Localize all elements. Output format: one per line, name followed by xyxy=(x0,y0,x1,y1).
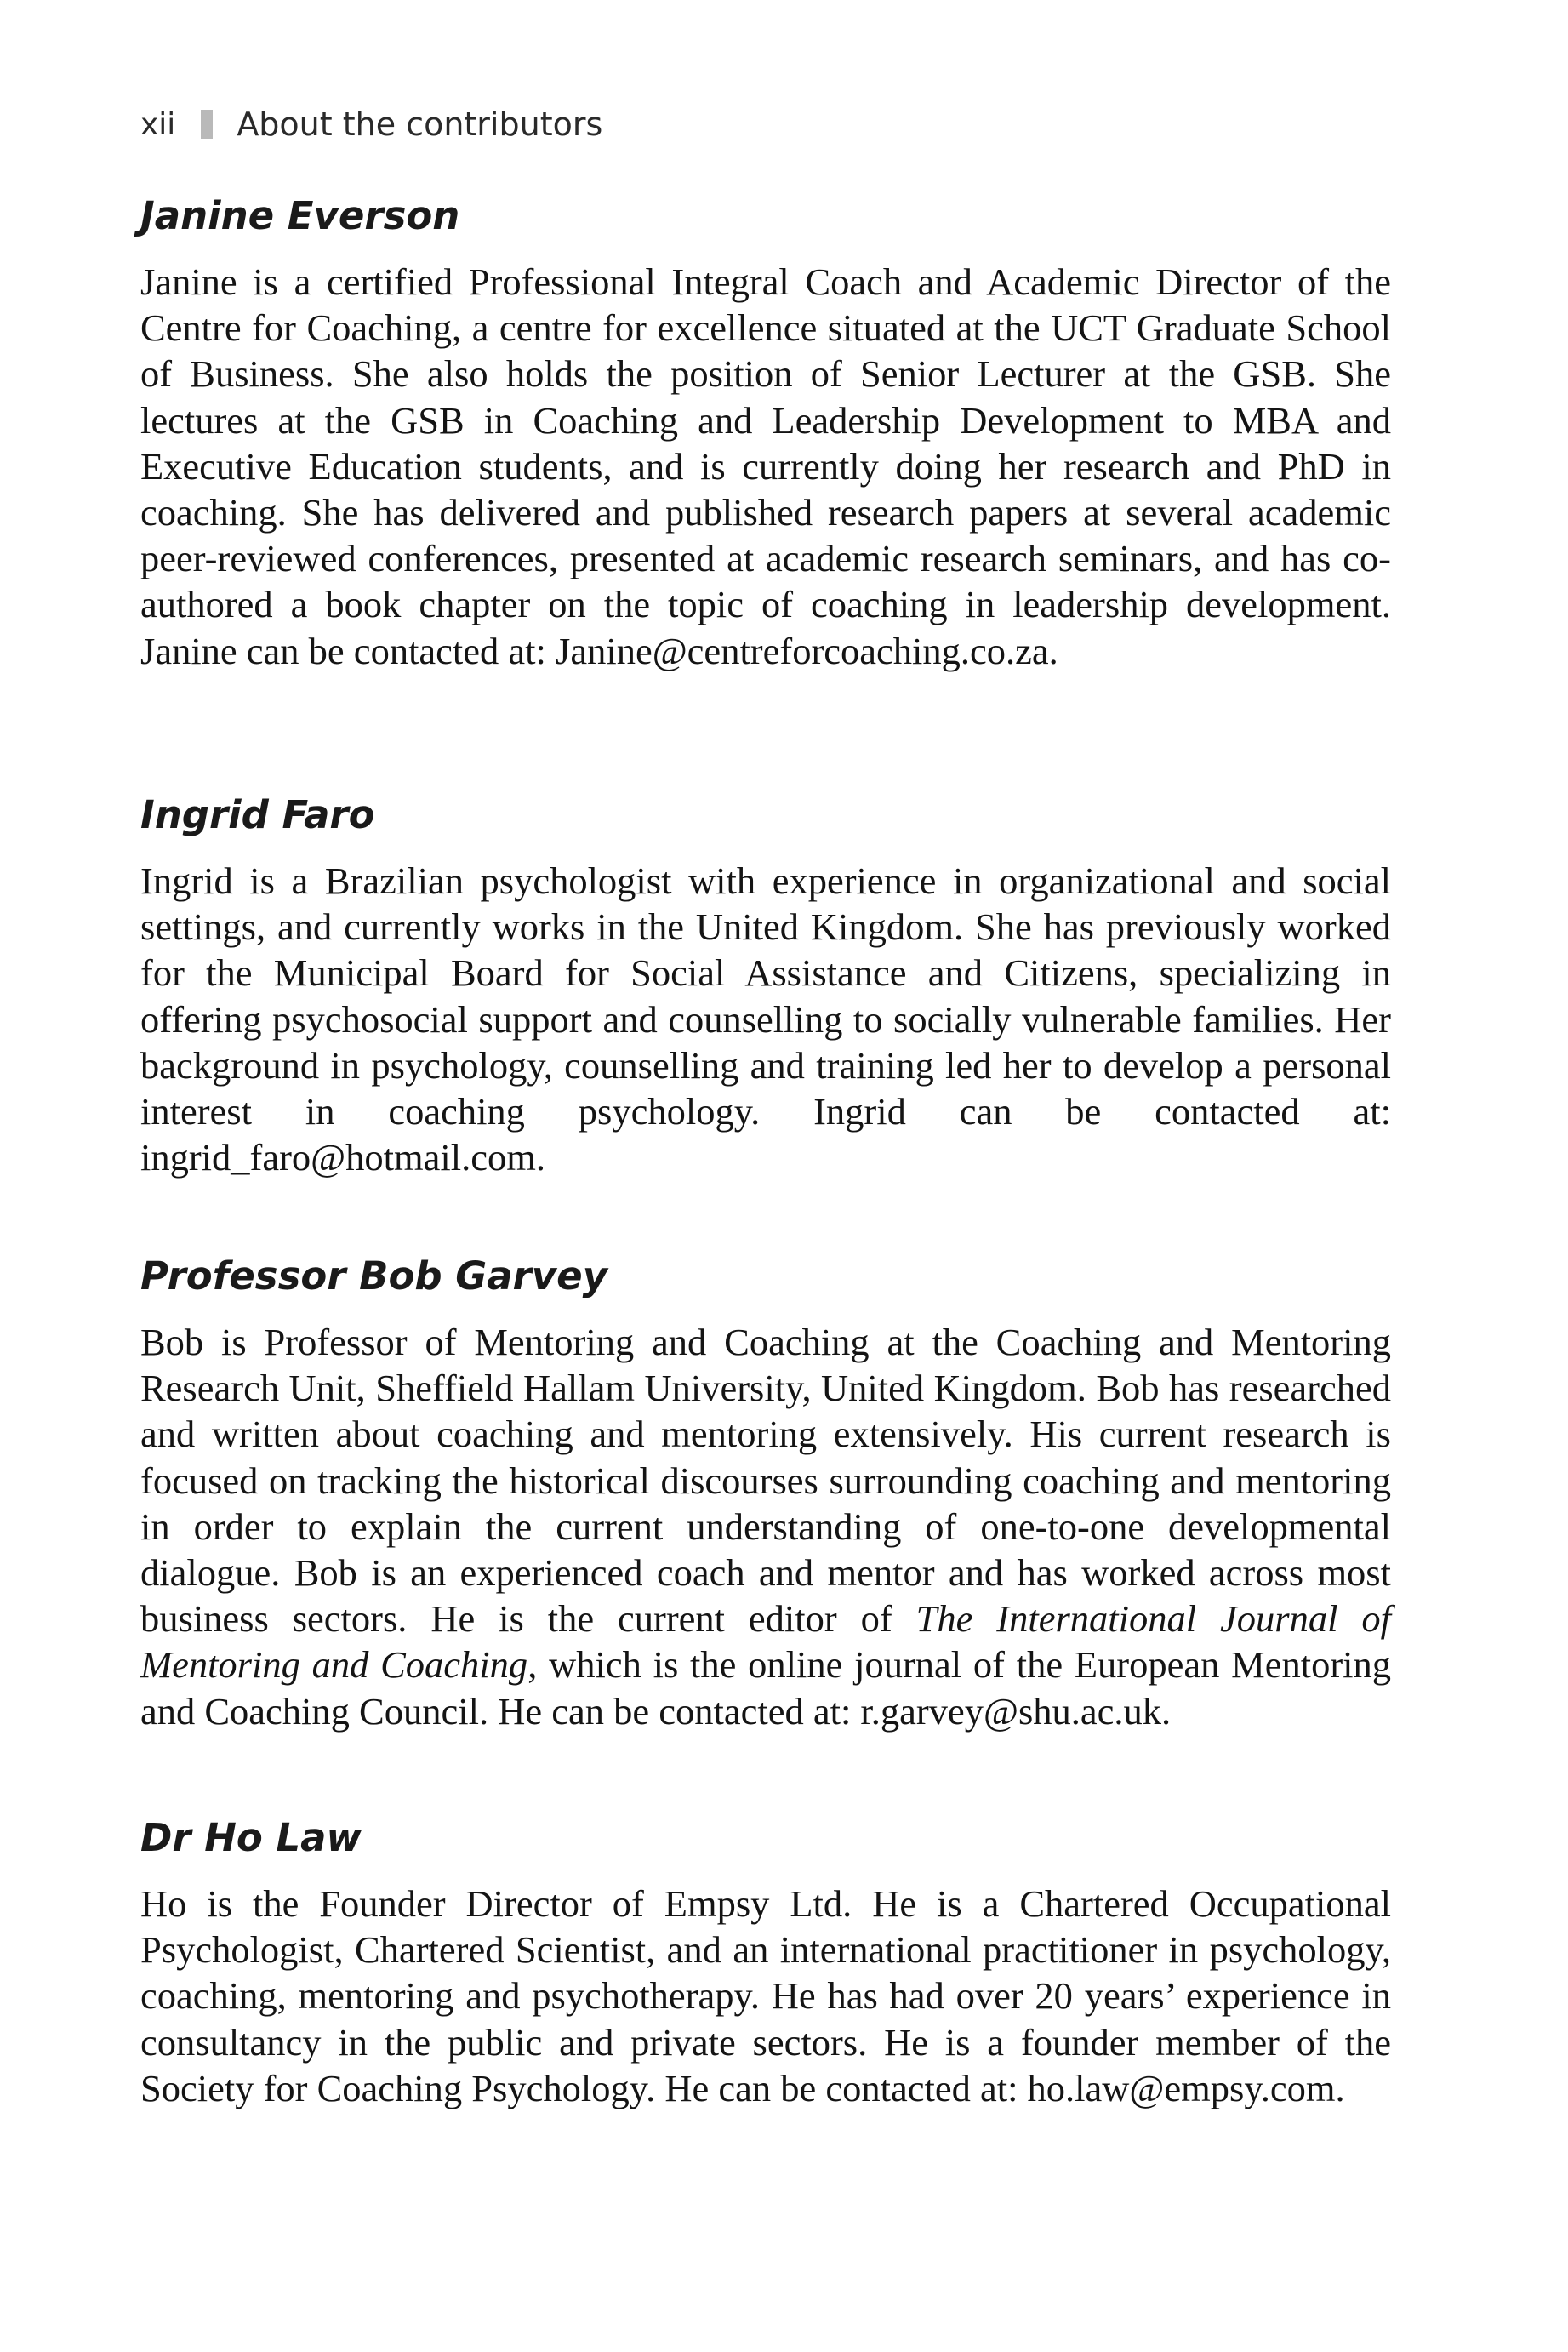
contributor-entry xyxy=(140,1813,1391,2111)
page-number: xii xyxy=(140,106,176,142)
contributor-bio: Ingrid is a Brazilian psychologist with experience in organizational and social settings, and currently works in the United Kingdom. She has previously worked for the Municipal Board for Social Assistance and Citizens, specializing in offering psychosocial support and counselling to socially vulnerable families. Her background in psychology, counselling and training led her to develop a personal interest in coaching psychology. Ingrid can be contacted at: ingrid_faro@hotmail.com. xyxy=(140,859,1391,1179)
contributor-name: Janine Everson xyxy=(140,193,460,238)
contributor-bio xyxy=(140,1319,1391,1734)
book-page xyxy=(140,100,1392,2109)
running-head-divider xyxy=(201,110,213,139)
bio-text: , which is the online journal of the European Mentoring and Coaching Council. He can be contacted at: r.garvey@shu.ac.uk. xyxy=(140,1643,1392,1733)
bio-text: Bob is Professor of Mentoring and Coaching at the Coaching and Mentoring Research Unit, Sheffield Hallam University, United Kingdom. Bob has researched and written about coaching and mentoring extensively. His current research is focused on tracking the historical discourses surrounding coaching and mentoring in order to explain the current understanding of one-to-one developmental dialogue. Bob is an experienced coach and mentor and has worked across most business sectors. He is the current editor of xyxy=(140,1321,1391,1641)
journal-title: The International Journal of Mentoring and Coaching xyxy=(140,1597,1391,1687)
running-head xyxy=(140,100,1391,148)
contributor-bio: Ho is the Founder Director of Empsy Ltd. He is a Chartered Occupational Psychologist, Chartered Scientist, and an international practitioner in psychology, coaching, mentoring and psychotherapy. He has had over 20 years’ experience in consultancy in the public and private sectors. He is a founder member of the Society for Coaching Psychology. He can be contacted at: ho.law@empsy.com. xyxy=(140,1882,1391,2109)
running-head-title: About the contributors xyxy=(237,106,603,143)
contributor-entry xyxy=(140,790,1391,1180)
contributor-bio: Janine is a certified Professional Integral Coach and Academic Director of the Centre for Coaching, a centre for excellence situated at the UCT Graduate School of Business. She also holds the position of Senior Lecturer at the GSB. She lectures at the GSB in Coaching and Leadership Development to MBA and Executive Education students, and is currently doing her research and PhD in coaching. She has delivered and published research papers at several academic peer-reviewed conferences, presented at academic research seminars, and has co-authored a book chapter on the topic of coaching in leadership development. Janine can be contacted at: Janine@centreforcoaching.co.za. xyxy=(140,260,1391,672)
contributor-entry xyxy=(140,191,1391,674)
contributor-entry xyxy=(140,1251,1391,1734)
contributor-name: Professor Bob Garvey xyxy=(140,1253,607,1299)
contributor-name: Ingrid Faro xyxy=(140,792,375,837)
contributor-name: Dr Ho Law xyxy=(140,1815,362,1860)
